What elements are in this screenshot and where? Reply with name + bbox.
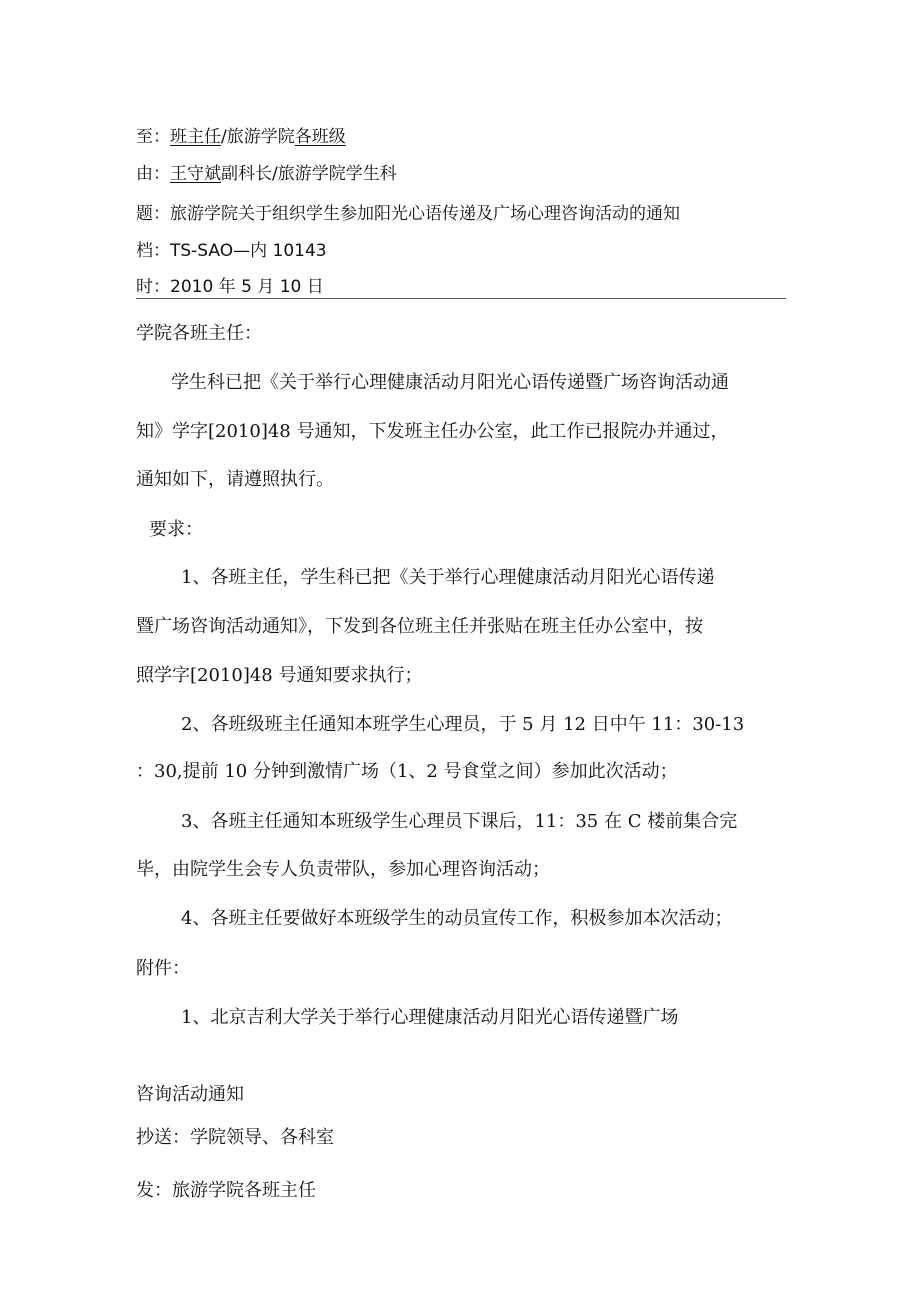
attachment-label: 附件： [136,958,190,979]
salutation: 学院各班主任： [136,323,262,344]
date-label: 时： [136,277,170,297]
file-label: 档： [136,241,170,261]
to-org: 旅游学院 [226,127,295,147]
memo-to-line [136,126,346,148]
attachment-1-line-1: 1、北京吉利大学关于举行心理健康活动月阳光心语传递暨广场 [181,1007,679,1028]
memo-date-line [136,276,324,298]
item-4-line-1: 4、各班主任要做好本班级学生的动员宣传工作，积极参加本次活动； [181,908,733,929]
item-3-line-1: 3、各班主任通知本班级学生心理员下课后，11：35 在 C 楼前集合完 [181,811,738,832]
item-1-line-3: 照学字[2010]48 号通知要求执行； [136,665,423,686]
subject-label: 题： [136,204,170,224]
memo-subject-line [136,203,680,225]
to-recipient: 班主任 [170,127,221,147]
to-label: 至： [136,127,170,147]
item-1-line-2: 暨广场咨询活动通知》，下发到各位班主任并张贴在班主任办公室中，按 [136,616,703,637]
intro-line-3: 通知如下，请遵照执行。 [136,469,334,490]
requirements-label: 要求： [149,519,203,540]
cc-line: 抄送：学院领导、各科室 [136,1127,334,1148]
intro-line-1: 学生科已把《关于举行心理健康活动月阳光心语传递暨广场咨询活动通 [171,372,729,393]
item-2-line-1: 2、各班级班主任通知本班学生心理员，于 5 月 12 日中午 11：30-13 [181,714,745,735]
date-value: 2010 年 5 月 10 日 [170,277,324,297]
intro-line-2: 知》学字[2010]48 号通知，下发班主任办公室，此工作已报院办并通过， [136,421,729,442]
header-divider [136,298,786,299]
file-code: TS-SAO—内 10143 [170,241,327,261]
to-separator: / [221,127,227,147]
to-target: 各班级 [294,127,346,147]
subject-text: 旅游学院关于组织学生参加阳光心语传递及广场心理咨询活动的通知 [170,204,680,224]
from-sender: 王守斌 [170,164,221,184]
from-label: 由： [136,164,170,184]
from-dept: 旅游学院学生科 [277,164,397,184]
memo-from-line [136,163,397,185]
item-2-line-2: ：30,提前 10 分钟到激情广场（1、2 号食堂之间）参加此次活动； [136,761,678,782]
item-3-line-2: 毕，由院学生会专人负责带队，参加心理咨询活动； [136,859,550,880]
memo-file-line [136,240,327,262]
from-title: 副科长 [221,164,272,184]
from-separator: / [272,164,278,184]
attachment-1-line-2: 咨询活动通知 [136,1084,244,1105]
send-line: 发：旅游学院各班主任 [136,1180,316,1201]
item-1-line-1: 1、各班主任，学生科已把《关于举行心理健康活动月阳光心语传递 [181,567,715,588]
